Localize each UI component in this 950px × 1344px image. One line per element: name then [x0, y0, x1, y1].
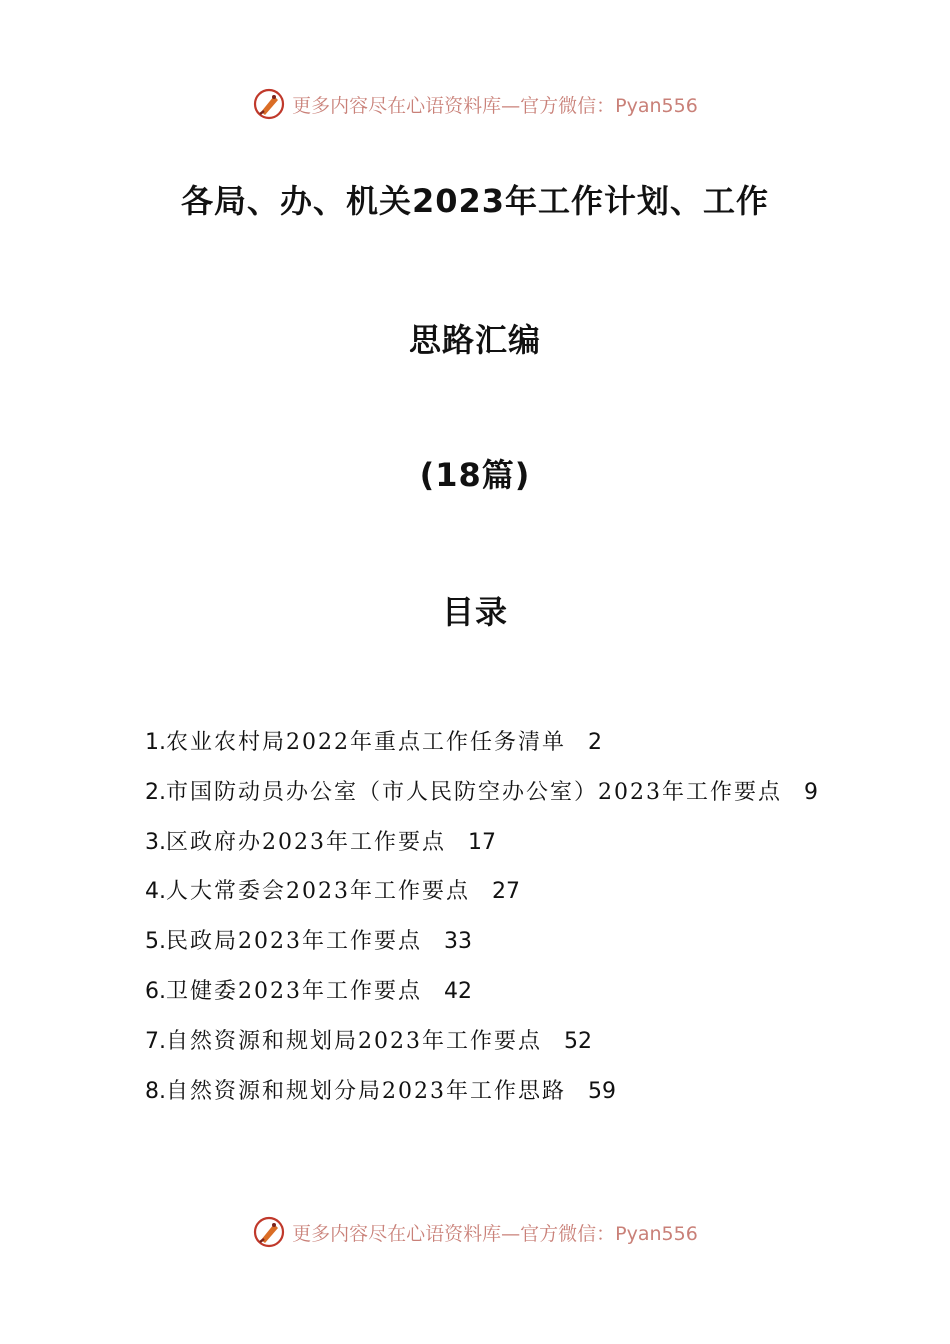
watermark-header — [0, 82, 950, 126]
toc-item-title: 卫健委2023年工作要点 — [166, 978, 422, 1004]
toc-item-page-number: 27 — [492, 879, 520, 905]
pen-nib-logo-icon — [252, 1215, 286, 1249]
toc-item-number: 3. — [145, 829, 166, 855]
toc-item[interactable] — [145, 818, 825, 868]
toc-heading: 目录 — [441, 593, 508, 631]
toc-item-page-number: 2 — [588, 730, 602, 755]
toc-item-number: 6. — [145, 978, 166, 1004]
toc-item-title: 民政局2023年工作要点 — [166, 929, 422, 955]
watermark-text: 更多内容尽在心语资料库—官方微信：Pyan556 — [292, 94, 698, 117]
toc-item-page-number: 52 — [564, 1028, 592, 1054]
table-of-contents — [145, 718, 825, 1116]
toc-item-title: 农业农村局2022年重点工作任务清单 — [166, 730, 566, 755]
toc-item[interactable] — [145, 718, 825, 768]
toc-item-page-number: 59 — [588, 1078, 616, 1104]
document-title-line-2: 思路汇编 — [408, 321, 541, 359]
toc-item[interactable] — [145, 967, 825, 1017]
document-title-count: (18篇) — [419, 456, 531, 494]
toc-item-title: 自然资源和规划局2023年工作要点 — [166, 1028, 542, 1054]
toc-item-title: 区政府办2023年工作要点 — [166, 829, 446, 855]
toc-item-number: 5. — [145, 929, 166, 955]
toc-item-page-number: 42 — [444, 978, 472, 1004]
toc-item[interactable] — [145, 867, 825, 917]
toc-item-title: 自然资源和规划分局2023年工作思路 — [166, 1078, 566, 1104]
toc-item[interactable] — [145, 1067, 825, 1117]
toc-item[interactable] — [145, 768, 825, 818]
toc-item-page-number: 33 — [444, 929, 472, 955]
toc-item-number: 1. — [145, 730, 166, 755]
watermark-text: 更多内容尽在心语资料库—官方微信：Pyan556 — [292, 1222, 698, 1245]
toc-item-number: 4. — [145, 879, 166, 905]
watermark-footer — [0, 1210, 950, 1254]
toc-item-number: 7. — [145, 1028, 166, 1054]
pen-nib-logo-icon — [252, 87, 286, 121]
toc-item-number: 8. — [145, 1078, 166, 1104]
toc-item-title: 人大常委会2023年工作要点 — [166, 879, 470, 905]
toc-item-number: 2. — [145, 779, 166, 805]
toc-item-title: 市国防动员办公室（市人民防空办公室）2023年工作要点 — [166, 779, 782, 805]
toc-item[interactable] — [145, 917, 825, 967]
toc-item-page-number: 17 — [468, 829, 496, 855]
toc-item[interactable] — [145, 1017, 825, 1067]
document-title-line-1: 各局、办、机关2023年工作计划、工作 — [180, 182, 770, 220]
toc-item-page-number: 9 — [804, 779, 818, 805]
